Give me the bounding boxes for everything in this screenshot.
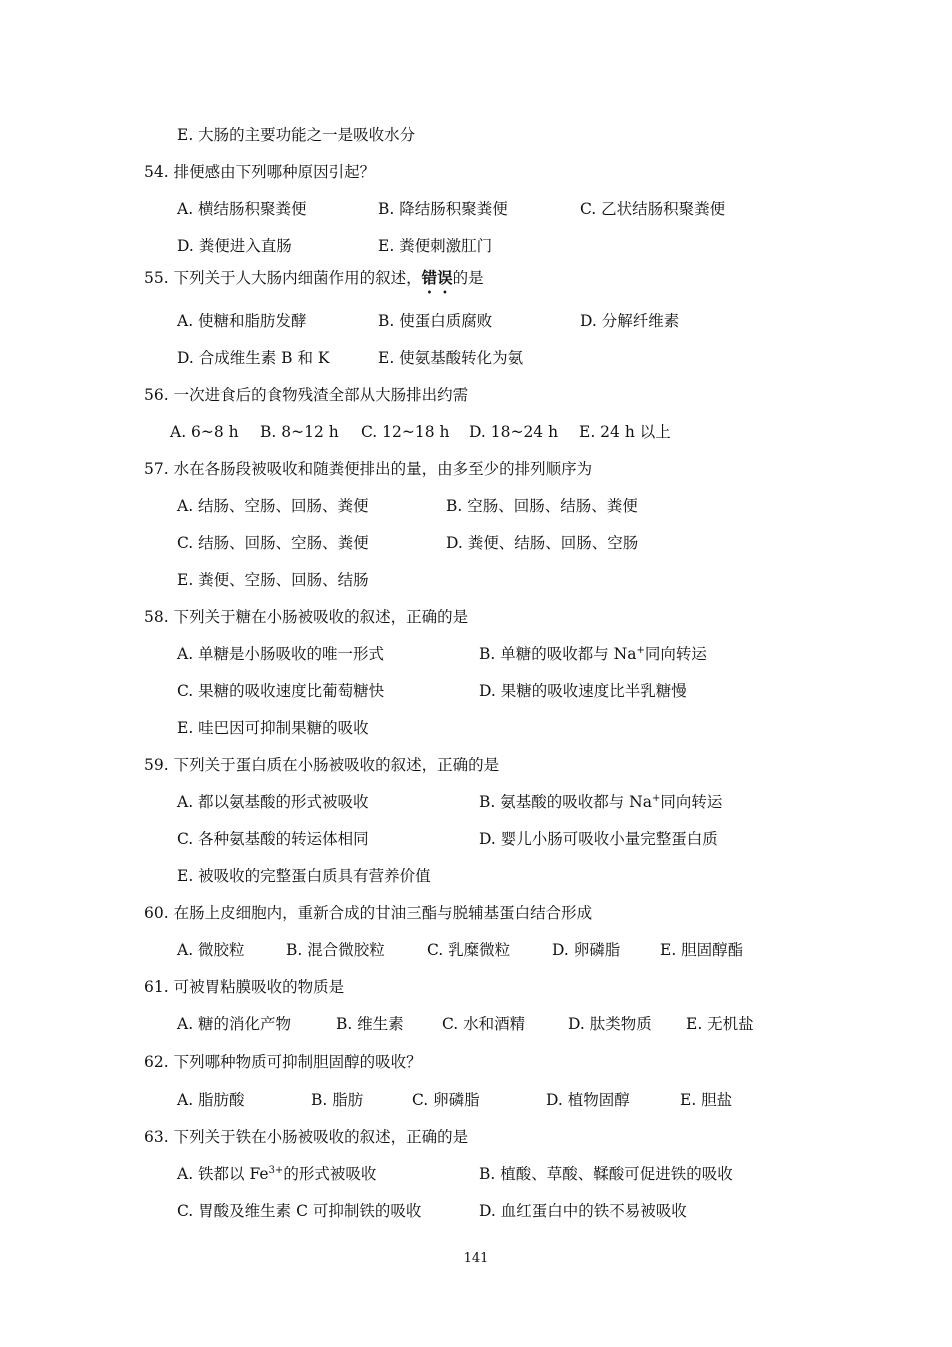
question-63: 63. 下列关于铁在小肠被吸收的叙述，正确的是: [144, 1128, 469, 1146]
option-d: D. 粪便、结肠、回肠、空肠: [446, 534, 639, 552]
option-d: D. 分解纤维素: [580, 312, 680, 330]
option-b: B. 植酸、草酸、鞣酸可促进铁的吸收: [479, 1165, 733, 1183]
option-b: B. 维生素: [336, 1015, 404, 1033]
option-c: C. 卵磷脂: [412, 1091, 480, 1109]
option-text: B. 氨基酸的吸收都与 Na: [479, 793, 652, 811]
option-e: E. 24 h 以上: [579, 423, 671, 441]
option-c: C. 各种氨基酸的转运体相同: [177, 830, 369, 848]
question-61: 61. 可被胃粘膜吸收的物质是: [144, 978, 345, 996]
superscript: 3+: [268, 1165, 284, 1176]
option-a: A. 脂肪酸: [177, 1091, 245, 1109]
question-62: 62. 下列哪种物质可抑制胆固醇的吸收？: [144, 1053, 422, 1071]
option-b: B. 空肠、回肠、结肠、粪便: [446, 497, 638, 515]
option-e: E. 无机盐: [686, 1015, 754, 1033]
option-b: B. 脂肪: [311, 1091, 364, 1109]
emphasis-text: 错误: [421, 268, 453, 287]
superscript: +: [636, 645, 645, 656]
option-d: D. 植物固醇: [546, 1091, 630, 1109]
option-text: 的形式被吸收: [283, 1165, 377, 1183]
option-e: E. 粪便刺激肛门: [378, 237, 493, 255]
option-e: E. 被吸收的完整蛋白质具有营养价值: [177, 867, 431, 885]
option-a: A. 单糖是小肠吸收的唯一形式: [177, 645, 385, 663]
option-d: D. 婴儿小肠可吸收小量完整蛋白质: [479, 830, 718, 848]
question-57: 57. 水在各肠段被吸收和随粪便排出的量，由多至少的排列顺序为: [144, 460, 593, 478]
option-b: B. 使蛋白质腐败: [378, 312, 493, 330]
option-text: E. 大肠的主要功能之一是吸收水分: [177, 126, 416, 144]
option-c: C. 水和酒精: [442, 1015, 526, 1033]
option-d: D. 合成维生素 B 和 K: [177, 349, 330, 367]
option-a: A. 糖的消化产物: [177, 1015, 292, 1033]
superscript: +: [651, 793, 661, 804]
option-d: D. 粪便进入直肠: [177, 237, 292, 255]
option-d: D. 血红蛋白中的铁不易被吸收: [479, 1202, 687, 1220]
question-56: 56. 一次进食后的食物残渣全部从大肠排出约需: [144, 386, 469, 404]
option-text: 同向转运: [644, 645, 707, 663]
option-a: A. 6~8 h: [170, 423, 239, 441]
option-a: A. 使糖和脂肪发酵: [177, 312, 307, 330]
option-b: B. 8~12 h: [260, 423, 339, 441]
option-c: C. 12~18 h: [361, 423, 450, 441]
option-c: C. 乙状结肠积聚粪便: [580, 200, 726, 218]
question-55: [144, 268, 484, 297]
option-d: D. 卵磷脂: [552, 941, 621, 959]
option-text: B. 单糖的吸收都与 Na: [479, 645, 637, 663]
option-text: 同向转运: [660, 793, 723, 811]
question-text: 55. 下列关于人大肠内细菌作用的叙述，: [144, 269, 422, 287]
option-e: E. 哇巴因可抑制果糖的吸收: [177, 719, 369, 737]
option-b: [479, 792, 722, 812]
option-c: C. 乳糜微粒: [427, 941, 511, 959]
option-e: E. 胆盐: [680, 1091, 733, 1109]
option-b: [479, 644, 707, 664]
question-59: 59. 下列关于蛋白质在小肠被吸收的叙述，正确的是: [144, 756, 500, 774]
option-a: A. 微胶粒: [177, 941, 245, 959]
question-text: 的是: [452, 269, 484, 287]
option-b: B. 混合微胶粒: [286, 941, 385, 959]
question-60: 60. 在肠上皮细胞内，重新合成的甘油三酯与脱辅基蛋白结合形成: [144, 904, 593, 922]
option-a: A. 横结肠积聚粪便: [177, 200, 307, 218]
option-c: C. 结肠、回肠、空肠、粪便: [177, 534, 369, 552]
question-54: 54. 排便感由下列哪种原因引起？: [144, 163, 376, 181]
option-text: A. 铁都以 Fe: [177, 1165, 269, 1183]
option-a: A. 都以氨基酸的形式被吸收: [177, 793, 369, 811]
option-c: C. 果糖的吸收速度比葡萄糖快: [177, 682, 385, 700]
option-d: D. 果糖的吸收速度比半乳糖慢: [479, 682, 687, 700]
page-number: 141: [463, 1251, 489, 1266]
option-a: [177, 1164, 376, 1184]
option-e: E. 胆固醇酯: [660, 941, 744, 959]
option-b: B. 降结肠积聚粪便: [378, 200, 508, 218]
option-c: C. 胃酸及维生素 C 可抑制铁的吸收: [177, 1202, 422, 1220]
option-e: E. 粪便、空肠、回肠、结肠: [177, 571, 369, 589]
option-a: A. 结肠、空肠、回肠、粪便: [177, 497, 369, 515]
question-58: 58. 下列关于糖在小肠被吸收的叙述，正确的是: [144, 608, 469, 626]
option-e: E. 使氨基酸转化为氨: [378, 349, 524, 367]
option-d: D. 肽类物质: [568, 1015, 652, 1033]
option-d: D. 18~24 h: [469, 423, 559, 441]
